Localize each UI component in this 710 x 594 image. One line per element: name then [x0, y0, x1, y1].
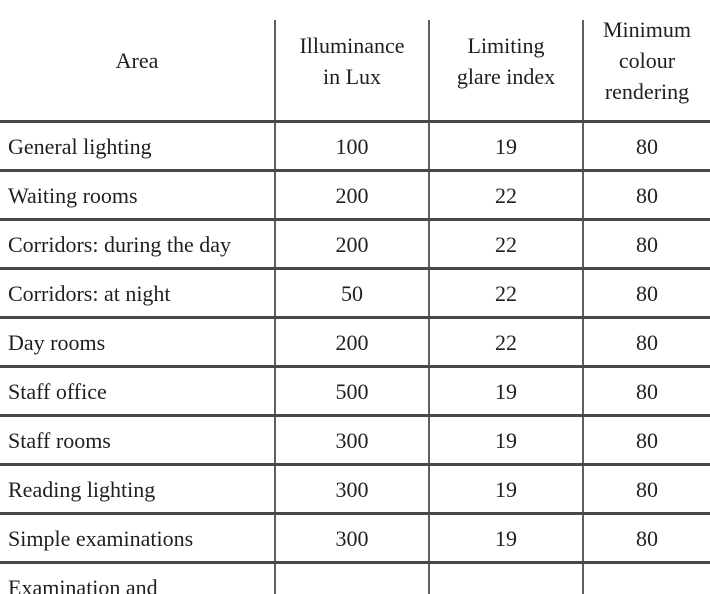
cell-colour-rendering: 80: [636, 427, 658, 453]
table-row-truncated: [0, 563, 710, 594]
cell-colour-rendering: [584, 563, 710, 594]
cell-glare-index: 22: [495, 329, 517, 355]
cell-colour-rendering: 80: [636, 182, 658, 208]
cell-glare-index: 22: [495, 182, 517, 208]
cell-illuminance: 200: [335, 182, 369, 208]
cell-glare-index: 19: [495, 133, 517, 159]
cell-colour-rendering: 80: [636, 280, 658, 306]
cell-illuminance: 300: [335, 525, 369, 551]
cell-area: Corridors: at night: [8, 280, 171, 306]
cell-illuminance: 200: [335, 329, 369, 355]
header-illuminance-line1: Illuminance: [299, 32, 405, 58]
cell-glare-index: 19: [495, 427, 517, 453]
cell-area: Corridors: during the day: [8, 231, 232, 257]
cell-area: Examination and: [8, 574, 158, 594]
table-row: [0, 514, 710, 563]
cell-colour-rendering: 80: [636, 231, 658, 257]
header-rendering-line2: colour: [618, 48, 676, 73]
table-row: [0, 465, 710, 514]
cell-area: Reading lighting: [8, 476, 156, 502]
cell-colour-rendering: 80: [636, 525, 658, 551]
header-glare-index: [430, 0, 582, 121]
cell-glare-index: 19: [495, 378, 517, 404]
cell-illuminance: [276, 563, 428, 594]
cell-illuminance: 300: [335, 427, 369, 453]
cell-colour-rendering: 80: [636, 378, 658, 404]
header-area-label: Area: [115, 48, 159, 73]
table-row: [0, 367, 710, 416]
header-glare-line1: Limiting: [467, 32, 545, 58]
cell-area: General lighting: [8, 133, 152, 159]
cell-colour-rendering: 80: [636, 133, 658, 159]
header-illuminance: [276, 0, 428, 121]
cell-illuminance: 50: [341, 280, 363, 306]
cell-glare-index: [430, 563, 582, 594]
table-row: [0, 416, 710, 465]
cell-glare-index: 19: [495, 525, 517, 551]
table-row: [0, 318, 710, 367]
cell-glare-index: 19: [495, 476, 517, 502]
cell-area: Staff rooms: [8, 427, 111, 453]
cell-area: Simple examinations: [8, 525, 194, 551]
cell-illuminance: 100: [335, 133, 369, 159]
table-row: [0, 122, 710, 171]
cell-glare-index: 22: [495, 231, 517, 257]
header-illuminance-line2: in Lux: [322, 63, 382, 89]
table-row: [0, 220, 710, 269]
cell-area: Staff office: [8, 378, 107, 404]
header-rendering-line3: rendering: [604, 79, 690, 104]
header-area: [0, 0, 274, 121]
cell-area: Waiting rooms: [8, 182, 138, 208]
cell-glare-index: 22: [495, 280, 517, 306]
header-colour-rendering: [584, 0, 710, 121]
cell-illuminance: 300: [335, 476, 369, 502]
cell-illuminance: 200: [335, 231, 369, 257]
header-glare-line2: glare index: [456, 63, 556, 89]
cell-colour-rendering: 80: [636, 476, 658, 502]
table-row: [0, 269, 710, 318]
cell-illuminance: 500: [335, 378, 369, 404]
cell-area: Day rooms: [8, 329, 106, 355]
cell-colour-rendering: 80: [636, 329, 658, 355]
table-row: [0, 171, 710, 220]
header-rendering-line1: Minimum: [602, 17, 691, 42]
